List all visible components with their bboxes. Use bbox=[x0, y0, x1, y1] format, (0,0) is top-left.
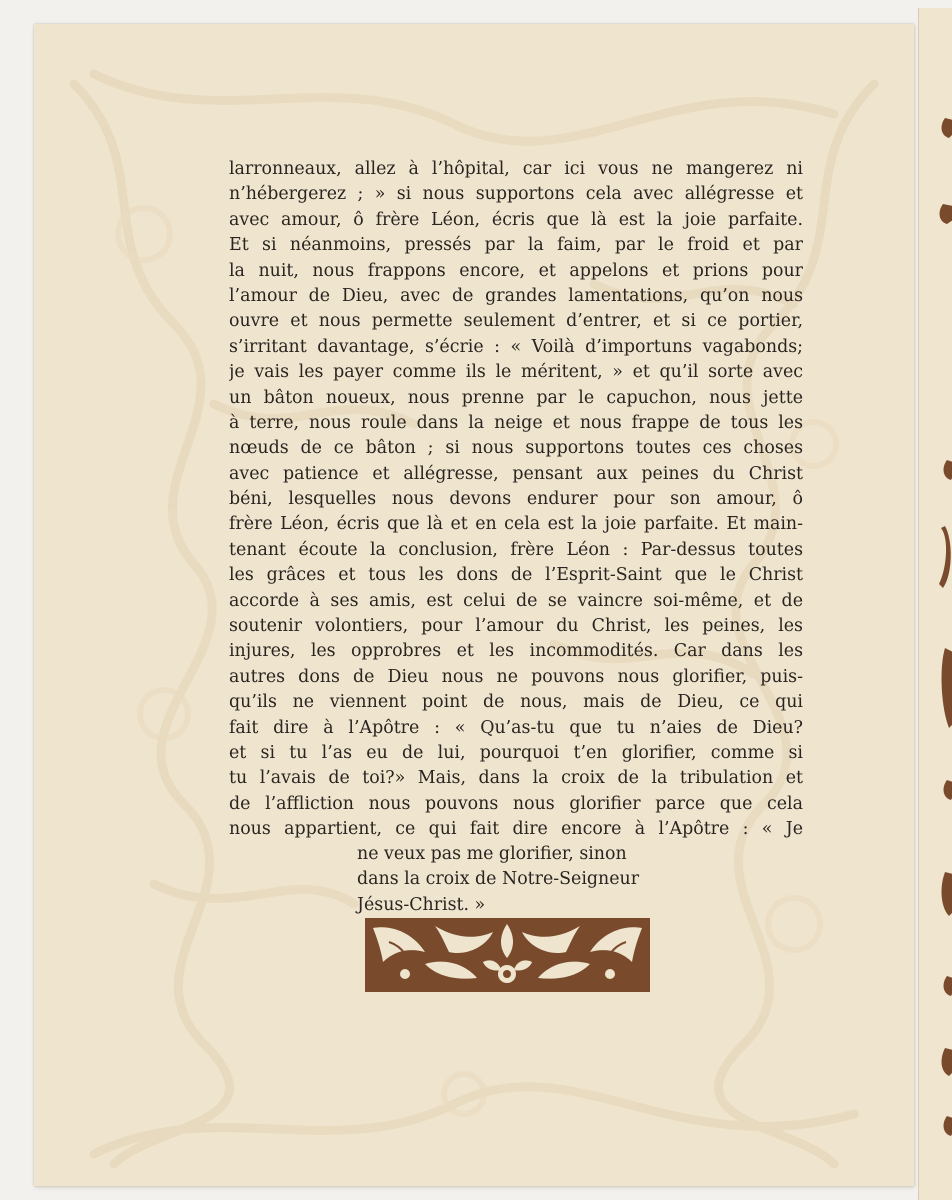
adjacent-page-edge bbox=[918, 8, 952, 1200]
body-text bbox=[229, 157, 803, 843]
text-line: béni, lesquelles nous devons endurer pour son amour, ô bbox=[229, 489, 803, 510]
text-line: s’irritant davantage, s’écrie : « Voilà d’importuns vagabonds; bbox=[229, 336, 803, 357]
text-line: la nuit, nous frappons encore, et appelons et prions pour bbox=[229, 260, 803, 281]
text-line: n’hébergerez ; » si nous supportons cela avec allégresse et bbox=[229, 184, 803, 205]
text-line: et si tu l’as eu de lui, pourquoi t’en glorifier, comme si bbox=[229, 742, 803, 763]
text-line: à terre, nous roule dans la neige et nous frappe de tous les bbox=[229, 412, 803, 433]
closing-line: Jésus-Christ. » bbox=[357, 894, 486, 915]
border-ornament-icon bbox=[919, 8, 952, 1200]
closing-line: dans la croix de Notre-Seigneur bbox=[357, 869, 640, 890]
text-line: les grâces et tous les dons de l’Esprit-Saint que le Christ bbox=[229, 565, 803, 586]
floral-tailpiece-icon bbox=[365, 918, 650, 992]
text-line: tu l’avais de toi?» Mais, dans la croix de la tribulation et bbox=[229, 768, 803, 789]
book-page bbox=[34, 24, 914, 1186]
text-line: avec patience et allégresse, pensant aux peines du Christ bbox=[229, 463, 803, 484]
text-line: ouvre et nous permette seulement d’entrer, et si ce portier, bbox=[229, 311, 803, 332]
text-line: nœuds de ce bâton ; si nous supportons toutes ces choses bbox=[229, 438, 803, 459]
text-line: fait dire à l’Apôtre : « Qu’as-tu que tu n’aies de Dieu? bbox=[229, 717, 803, 738]
closing-line: ne veux pas me glorifier, sinon bbox=[357, 844, 627, 864]
text-line: larronneaux, allez à l’hôpital, car ici vous ne mangerez ni bbox=[229, 159, 803, 179]
closing-text bbox=[357, 842, 639, 918]
text-line: autres dons de Dieu nous ne pouvons nous glorifier, puis- bbox=[229, 666, 803, 687]
text-line: de l’affliction nous pouvons nous glorifier parce que cela bbox=[229, 793, 803, 814]
text-line: Et si néanmoins, pressés par la faim, par le froid et par bbox=[229, 235, 803, 256]
text-line: soutenir volontiers, pour l’amour du Christ, les peines, les bbox=[229, 616, 803, 637]
text-line: qu’ils ne viennent point de nous, mais de Dieu, ce qui bbox=[229, 692, 803, 713]
text-line: frère Léon, écris que là et en cela est la joie parfaite. Et main- bbox=[229, 514, 803, 535]
text-line: un bâton noueux, nous prenne par le capuchon, nous jette bbox=[229, 387, 803, 408]
text-line: je vais les payer comme ils le méritent, » et qu’il sorte avec bbox=[229, 362, 803, 383]
text-line: nous appartient, ce qui fait dire encore à l’Apôtre : « Je bbox=[229, 819, 803, 840]
text-line: avec amour, ô frère Léon, écris que là est la joie parfaite. bbox=[229, 209, 803, 230]
text-line: tenant écoute la conclusion, frère Léon : Par-dessus toutes bbox=[229, 539, 803, 560]
text-line: accorde à ses amis, est celui de se vaincre soi-même, et de bbox=[229, 590, 803, 611]
text-line: injures, les opprobres et les incommodités. Car dans les bbox=[229, 641, 803, 662]
text-line: l’amour de Dieu, avec de grandes lamentations, qu’on nous bbox=[229, 285, 803, 306]
